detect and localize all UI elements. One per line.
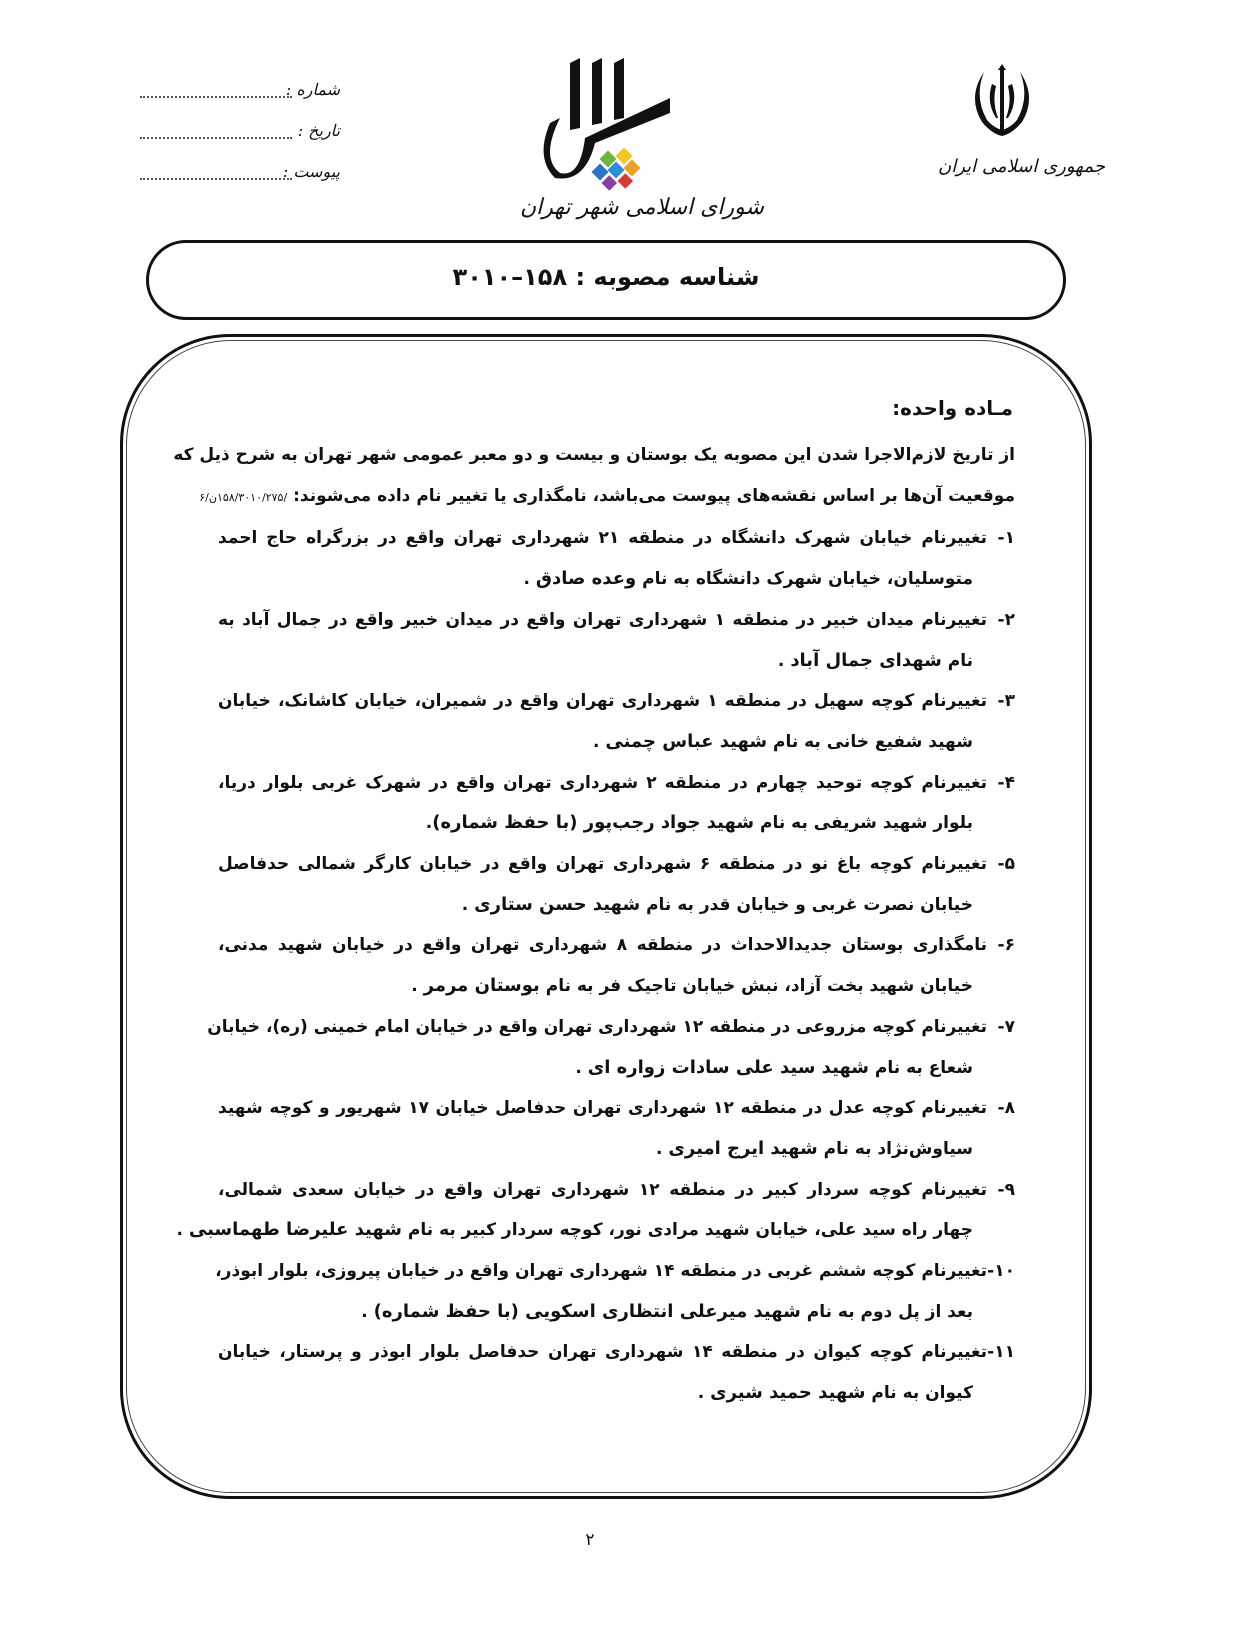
- item-line-1: تغییرنام کوچه عدل در منطقه ۱۲ شهرداری تهران حدفاصل خیابان ۱۷ شهریور و کوچه شهید: [218, 1098, 988, 1119]
- item-new-name: شهید میرعلی انتظاری اسکویی (با حفظ شماره): [373, 1300, 801, 1322]
- item-line-1: تغییرنام کوچه سردار کبیر در منطقه ۱۲ شهرداری تهران واقع در خیابان سعدی شمالی،: [218, 1179, 987, 1200]
- tehran-council-logo-text: شورای اسلامی شهر تهران: [520, 195, 764, 220]
- item-new-name: وعده صادق: [535, 568, 637, 590]
- item-line-2-text: شهید شفیع خانی به نام: [767, 731, 973, 752]
- item-new-name: شهدای جمال آباد: [790, 649, 942, 671]
- item-tail: .: [361, 1301, 374, 1322]
- item-new-name: شهید سید علی سادات زواره ای: [587, 1056, 870, 1078]
- item-line-2: [176, 1210, 1015, 1251]
- item-line-1: نامگذاری بوستان جدیدالاحداث در منطقه ۸ شهرداری تهران واقع در خیابان شهید مدنی،: [218, 935, 988, 956]
- item-number: ۳-: [997, 691, 1015, 712]
- item-new-name: شهید جواد رجب‌پور (با حفظ شماره): [432, 812, 755, 834]
- item-tail: .: [592, 731, 606, 752]
- item-new-name: بوستان مرمر: [423, 975, 540, 997]
- intro-line-2: [183, 476, 1015, 519]
- date-label: تاریخ :: [297, 121, 340, 140]
- attachment-field: [140, 160, 340, 190]
- item-new-name: شهید علیرضا طهماسبی: [188, 1219, 402, 1241]
- list-item: [218, 600, 1015, 681]
- list-item: [218, 681, 1015, 762]
- date-dotted-line: [140, 137, 292, 139]
- date-field: [140, 119, 340, 149]
- attachment-dotted-line: [140, 178, 292, 180]
- item-new-name: شهید حمید شیری: [710, 1382, 866, 1404]
- item-line-1: تغییرنام میدان خبیر در منطقه ۱ شهرداری تهران واقع در میدان خبیر واقع در جمال آباد به: [218, 609, 987, 630]
- item-number: ۱۱-: [987, 1342, 1015, 1363]
- number-label: شماره :: [285, 80, 340, 99]
- items-list: [176, 518, 1015, 1413]
- item-number: ۴-: [997, 772, 1015, 793]
- item-number: ۷-: [997, 1016, 1015, 1037]
- item-tail: .: [575, 1057, 588, 1078]
- item-line-2: [218, 559, 1015, 600]
- single-article-heading: مـاده واحده:: [892, 396, 1013, 420]
- item-line-1: تغییرنام کوچه کیوان در منطقه ۱۴ شهرداری تهران حدفاصل بلوار ابوذر و پرستار، خیابان: [218, 1342, 987, 1363]
- item-line-2-text: شعاع به نام: [869, 1057, 973, 1078]
- item-new-name: شهید عباس چمنی: [605, 730, 768, 752]
- item-line-1: تغییرنام کوچه مزروعی در منطقه ۱۲ شهرداری تهران واقع در خیابان امام خمینی (ره)، خیابان: [207, 1016, 987, 1037]
- item-line-1: تغییرنام کوچه سهیل در منطقه ۱ شهرداری تهران واقع در شمیران، خیابان کاشانک، خیابان: [218, 691, 987, 712]
- item-line-2: [218, 641, 1015, 682]
- list-item: [215, 1251, 1015, 1332]
- page-number: ۲: [585, 1530, 595, 1550]
- item-number: ۹-: [997, 1179, 1015, 1200]
- item-line-2: [218, 966, 1015, 1007]
- item-number: ۱-: [997, 528, 1015, 549]
- number-dotted-line: [140, 96, 292, 98]
- attachment-label: پیوست :: [282, 162, 340, 181]
- item-line-1: تغییرنام خیابان شهرک دانشگاه در منطقه ۲۱ شهرداری تهران واقع در بزرگراه حاج احمد: [218, 528, 988, 549]
- item-line-2: [218, 1373, 1015, 1414]
- item-new-name: شهید ایرج امیری: [668, 1137, 818, 1159]
- list-item: [218, 518, 1015, 599]
- item-line-2-text: کیوان به نام: [865, 1383, 973, 1404]
- item-line-1: تغییرنام کوچه ششم غربی در منطقه ۱۴ شهرداری تهران واقع در خیابان پیروزی، بلوار ابوذر،: [215, 1261, 987, 1282]
- number-field: [140, 78, 340, 108]
- list-item: [218, 844, 1015, 925]
- item-line-1: تغییرنام کوچه توحید چهارم در منطقه ۲ شهرداری تهران واقع در شهرک غربی بلوار دریا،: [218, 772, 987, 793]
- item-number: ۲-: [997, 609, 1015, 630]
- item-tail: .: [176, 1220, 189, 1241]
- iran-emblem-icon: [962, 62, 1042, 142]
- item-tail: .: [411, 976, 424, 997]
- item-number: ۶-: [997, 935, 1015, 956]
- item-line-2: [218, 1129, 1015, 1170]
- item-number: ۸-: [997, 1098, 1015, 1119]
- resolution-body: [173, 435, 1015, 1414]
- item-tail: .: [523, 569, 536, 590]
- item-line-2-text: بعد از پل دوم به نام: [800, 1301, 973, 1322]
- item-line-2: [218, 722, 1015, 763]
- item-line-2-text: خیابان نصرت غربی و خیابان قدر به نام: [640, 894, 973, 915]
- list-item: [218, 925, 1015, 1006]
- item-new-name: شهید حسن ستاری: [474, 893, 641, 915]
- resolution-id: شناسه مصوبه : ۱۵۸–۳۰۱۰: [452, 263, 760, 291]
- item-line-2: [218, 1048, 1015, 1089]
- item-line-2: [218, 885, 1015, 926]
- resolution-id-box: [146, 240, 1066, 320]
- item-line-2-text: نام: [941, 650, 973, 671]
- intro-line-1: از تاریخ لازم‌الاجرا شدن این مصوبه یک بوستان و بیست و دو معبر عمومی شهر تهران به شرح ذیل که: [173, 445, 1015, 465]
- item-number: ۵-: [997, 854, 1015, 875]
- item-line-2: [218, 803, 1015, 844]
- item-tail: .: [461, 894, 475, 915]
- item-number: ۱۰-: [987, 1261, 1015, 1282]
- item-line-2-text: خیابان شهید بخت آزاد، نبش خیابان تاجیک فر به نام: [539, 976, 973, 997]
- iran-emblem-text: جمهوری اسلامی ایران: [938, 156, 1105, 177]
- item-tail: .: [656, 1138, 669, 1159]
- item-line-2: [218, 1292, 1015, 1333]
- list-item: [218, 763, 1015, 844]
- item-line-2-text: بلوار شهید شریفی به نام: [754, 813, 973, 834]
- item-tail: .: [777, 650, 791, 671]
- list-item: [218, 1332, 1015, 1413]
- item-line-2-text: سیاوش‌نژاد به نام: [817, 1138, 973, 1159]
- list-item: [207, 1007, 1015, 1088]
- item-tail: .: [425, 813, 433, 834]
- item-line-1: تغییرنام کوچه باغ نو در منطقه ۶ شهرداری تهران واقع در خیابان کارگر شمالی حدفاصل: [218, 854, 988, 875]
- item-line-2-text: چهار راه سید علی، خیابان شهید مرادی نور، کوچه سردار کبیر به نام: [402, 1220, 973, 1241]
- tehran-council-logo-icon: [540, 58, 690, 193]
- item-line-2-text: متوسلیان، خیابان شهرک دانشگاه به نام: [636, 569, 973, 590]
- intro-line-2-text: موقعیت آن‌ها بر اساس نقشه‌های پیوست می‌باشد، نامگذاری یا تغییر نام داده می‌شوند:: [293, 485, 1015, 506]
- list-item: [176, 1170, 1015, 1251]
- item-tail: .: [697, 1383, 711, 1404]
- list-item: [218, 1088, 1015, 1169]
- intro-reference: /۱۵۸/۳۰۱۰/۲۷۵ن/۶: [199, 490, 288, 504]
